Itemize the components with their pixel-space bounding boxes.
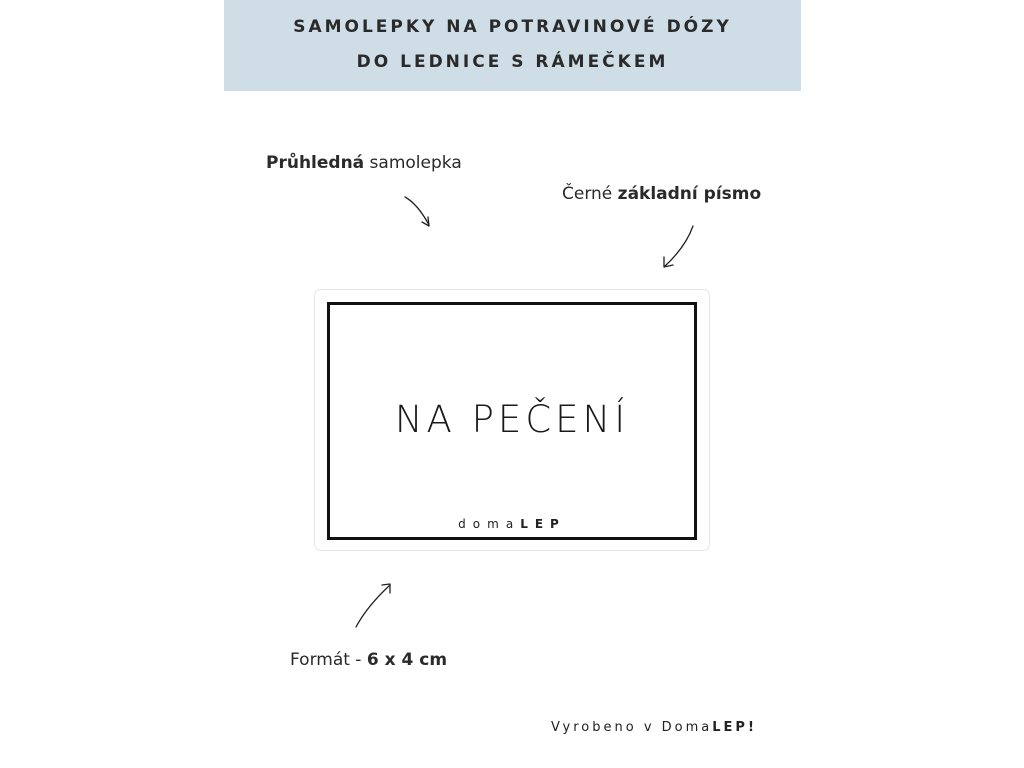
sticker-brand-bold: LEP — [520, 517, 566, 531]
black-font-note-bold: základní písmo — [617, 184, 762, 204]
format-note — [290, 650, 447, 670]
footer-made-by — [551, 720, 757, 735]
sticker-label: NA PEČENÍ — [394, 398, 630, 441]
header-title-line-1: SAMOLEPKY NA POTRAVINOVÉ DÓZY — [293, 17, 732, 37]
header-banner — [224, 0, 801, 91]
footer-text-light: Vyrobeno v Doma — [551, 720, 713, 735]
black-font-note — [562, 184, 761, 204]
sticker-brand-light: doma — [458, 517, 521, 531]
arrow-down-right-icon — [400, 192, 436, 232]
transparent-sticker-note — [266, 153, 462, 173]
header-title-line-2: DO LEDNICE S RÁMEČKEM — [356, 52, 669, 72]
sticker-brand — [315, 517, 709, 531]
sticker-preview — [314, 289, 710, 551]
transparent-note-rest: samolepka — [364, 153, 462, 173]
black-font-note-prefix: Černé — [562, 184, 618, 204]
transparent-note-bold: Průhledná — [266, 153, 365, 173]
arrow-up-right-icon — [352, 580, 396, 632]
footer-text-bold: LEP! — [712, 720, 757, 735]
arrow-down-left-icon — [658, 222, 698, 272]
format-note-bold: 6 x 4 cm — [366, 650, 448, 670]
format-note-prefix: Formát - — [290, 650, 367, 670]
